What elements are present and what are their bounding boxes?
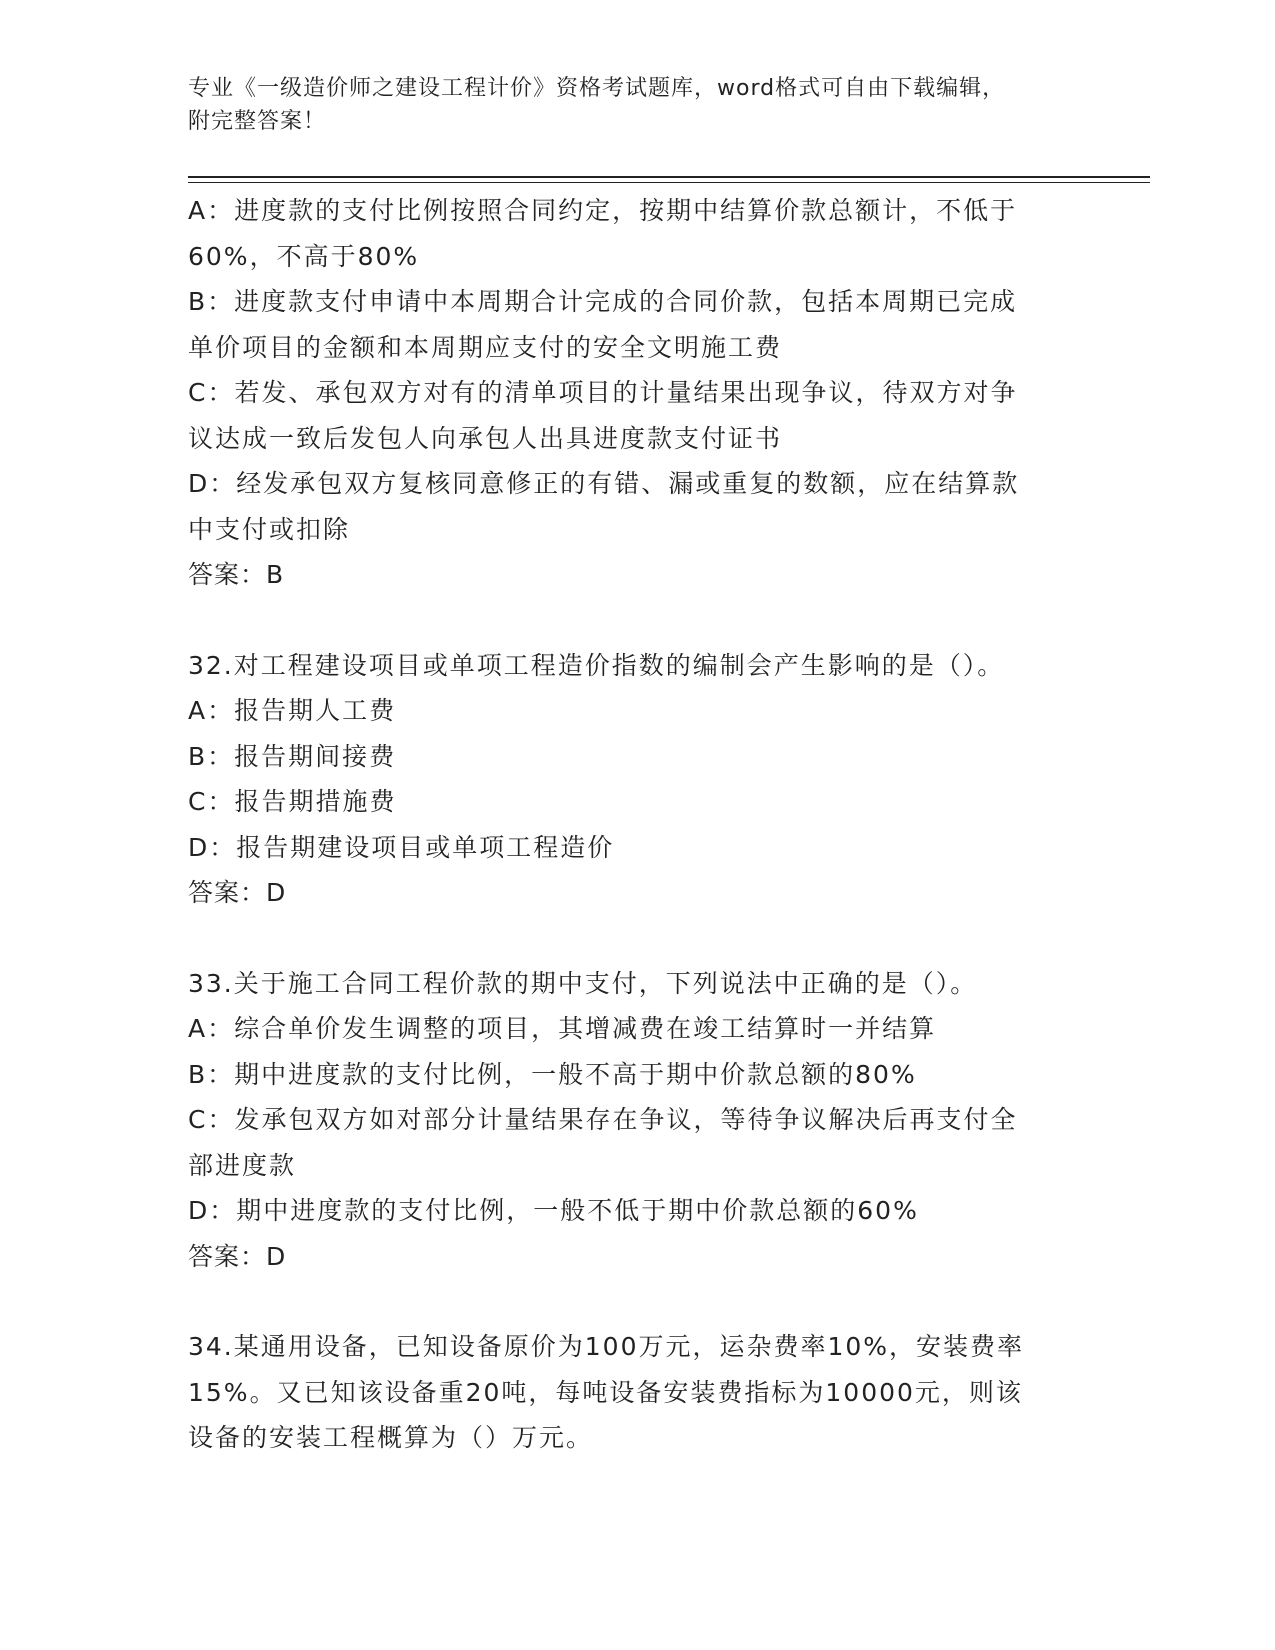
option-a-line-1: A：进度款的支付比例按照合同约定，按期中结算价款总额计，不低于 (188, 196, 1018, 225)
answer: 答案：B (188, 560, 285, 589)
option-c: C：报告期措施费 (188, 787, 397, 816)
question-stem: 33.关于施工合同工程价款的期中支付，下列说法中正确的是（）。 (188, 968, 978, 998)
header-line-2: 附完整答案！ (188, 109, 327, 134)
option-a: A：报告期人工费 (188, 696, 397, 725)
header-line-1: 专业《一级造价师之建设工程计价》资格考试题库，word格式可自由下载编辑， (188, 76, 1006, 101)
spacer (188, 916, 1078, 961)
question-31 (188, 188, 1078, 598)
option-c-line-1: C：若发、承包双方对有的清单项目的计量结果出现争议，待双方对争 (188, 378, 1018, 407)
question-list (188, 188, 1078, 1461)
option-d: D：期中进度款的支付比例，一般不低于期中价款总额的60% (188, 1196, 919, 1225)
question-stem-line-3: 设备的安装工程概算为（）万元。 (188, 1423, 594, 1452)
question-32 (188, 643, 1078, 916)
option-c-line-2: 议达成一致后发包人向承包人出具进度款支付证书 (188, 423, 783, 453)
answer: 答案：D (188, 878, 287, 907)
option-a: A：综合单价发生调整的项目，其增减费在竣工结算时一并结算 (188, 1014, 937, 1043)
answer: 答案：D (188, 1241, 287, 1271)
header-divider-thin (188, 182, 1150, 183)
header-divider-thick (188, 176, 1150, 178)
option-b: B：期中进度款的支付比例，一般不高于期中价款总额的80% (188, 1059, 917, 1089)
option-d-line-2: 中支付或扣除 (188, 514, 351, 544)
question-stem: 32.对工程建设项目或单项工程造价指数的编制会产生影响的是（）。 (188, 650, 1005, 680)
question-33 (188, 961, 1078, 1280)
option-d-line-1: D：经发承包双方复核同意修正的有错、漏或重复的数额，应在结算款 (188, 469, 1020, 498)
option-d: D：报告期建设项目或单项工程造价 (188, 832, 615, 862)
spacer (188, 598, 1078, 643)
document-header (188, 72, 1088, 138)
option-c-line-2: 部进度款 (188, 1150, 297, 1180)
option-b-line-2: 单价项目的金额和本周期应支付的安全文明施工费 (188, 332, 783, 362)
option-b: B：报告期间接费 (188, 741, 397, 771)
option-b-line-1: B：进度款支付申请中本周期合计完成的合同价款，包括本周期已完成 (188, 287, 1018, 316)
question-34 (188, 1324, 1078, 1461)
option-c-line-1: C：发承包双方如对部分计量结果存在争议，等待争议解决后再支付全 (188, 1105, 1018, 1134)
question-stem-line-2: 15%。又已知该设备重20吨，每吨设备安装费指标为10000元，则该 (188, 1377, 1023, 1407)
option-a-line-2: 60%，不高于80% (188, 241, 420, 271)
spacer (188, 1279, 1078, 1324)
question-stem-line-1: 34.某通用设备，已知设备原价为100万元，运杂费率10%，安装费率 (188, 1332, 1025, 1361)
